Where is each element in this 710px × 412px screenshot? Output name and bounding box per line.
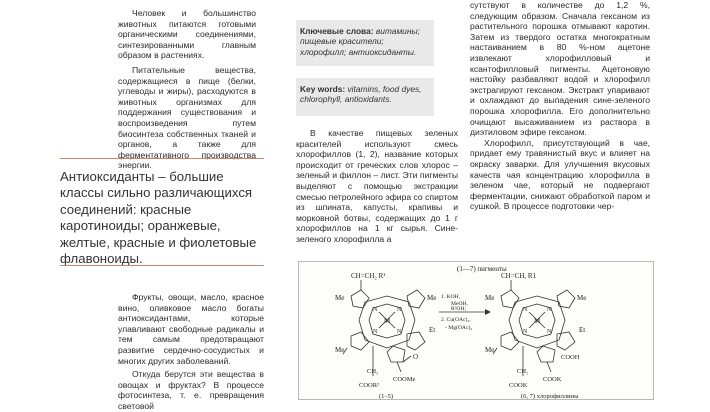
methyl-group: Me: [427, 294, 437, 302]
keywords-russian: [296, 20, 434, 66]
methylene-group: CH₂: [367, 368, 379, 375]
nitrogen-atom: N: [523, 307, 528, 313]
pyrrole-ring: [351, 290, 369, 308]
paragraph: сутствуют в количестве до 1,2 %, следующим образом. Сначала гексаном из растительного порошка отмывают каротин. Затем из твердого остатка многократным настаиванием в 80 %-ном ацетоне извлекают хлорофилловый и ксантофилловый пигменты. Ацетоновую настойку разбавляют водой и хлорофилл экстрагируют гексаном. Экстракт упаривают и охлаждают до выпадения сине-зеленого порошка хлорофилла. Его дополнительно очищают высаживанием из раствора в диэтиловом эфире гексаном.: [470, 0, 650, 138]
ethyl-group: Et: [579, 326, 586, 334]
ester-group: COOR²: [359, 382, 380, 389]
paragraph: Откуда берутся эти вещества в овощах и фруктах? В процессе фотосинтеза, т. е. превращения световой: [118, 369, 264, 411]
keywords-text: vitamins, food dyes, chlorophyll, antioxidants.: [300, 84, 422, 105]
pyrrole-ring: [501, 290, 519, 308]
methyl-group: Me: [577, 294, 587, 302]
nitrogen-atom: N: [547, 329, 552, 335]
paragraph: Питательные вещества, содержащиеся в пище (белки, углеводы и жиры), расходуются в животных организмах для поддержания существования и воспроизведения путем биосинтеза собственных тканей и органов, а также для ферментативного производства энергии.: [118, 64, 256, 171]
quote-rule-top: [60, 158, 264, 159]
vinyl-group: CH=CH, R1: [501, 272, 537, 280]
compound-label: (1–5): [379, 393, 394, 400]
nitrogen-atom: N: [373, 329, 378, 335]
keywords-text: витамины; пищевые красители; хлорофилл; антиоксиданты.: [300, 26, 420, 57]
compound-label: (6, 7) хлорофиллины: [521, 393, 579, 400]
methyl-group: Me: [335, 294, 345, 302]
paragraph: Человек и большинство животных питаются готовыми органическими соединениями, синтезированными главным образом в растениях.: [118, 8, 256, 61]
scheme-drawing: [299, 262, 654, 400]
reagent-line: MeOH,: [451, 301, 468, 307]
chlorophyll-scheme-figure: [298, 261, 654, 400]
paragraph: Фрукты, овощи, масло, красное вино, оливковое масло богаты антиоксидантами, которые улавливают свободные радикалы и тем самым предотвращают развитие сердечно-сосудистых и многих других заболеваний.: [118, 292, 264, 366]
reagent-line: - Mg(OAc)₂: [445, 325, 473, 331]
nitrogen-atom: N: [523, 329, 528, 335]
methylene-group: CH₂: [517, 368, 529, 375]
reagent-line: 1. KOH,: [441, 294, 461, 300]
methyl-group: Me: [485, 294, 495, 302]
paragraph: Хлорофилл, присутствующий в чае, придает ему травянистый вкус и влияет на окраску заварки. Для улучшения вкусовых качеств чая концентрацию хлорофилла в зеленом чае, который не подвергают ферментации, снижают обработкой паром и сушкой. В процессе подготовки чер-: [470, 137, 650, 212]
paragraph: В качестве пищевых зеленых красителей используют смесь хлорофиллов (1, 2), название которых происходит от греческих слов хлорос – зеленый и филлон – лист. Эти пигменты выделяют с помощью экстракции смесью петролейного эфира со спиртом из шпината, капусты, крапивы и морковной ботвы, содержащих до 1 г хлорофиллов на 1 кг сырья. Сине-зеленого хлорофилла а: [296, 128, 458, 244]
pull-quote: Антиоксиданты – большие классы сильно различающихся соединений: красные каротиноиды; оранжевые, желтые, красные и фиолетовые флавоноиды.: [60, 169, 257, 267]
pyrrole-ring: [351, 332, 369, 350]
salt-group: COOK: [543, 376, 562, 383]
keywords-english: [296, 78, 434, 116]
chlorophyllin-structure: [493, 280, 575, 376]
cyclopentanone-ring: [537, 346, 555, 362]
keywords-label: Key words:: [300, 84, 346, 94]
keto-oxygen: O: [413, 353, 419, 361]
column-1-bottom: [118, 292, 264, 412]
pyrrole-ring: [407, 332, 425, 350]
column-1-top: [118, 8, 256, 171]
column-2: [296, 128, 458, 245]
pyrrole-ring: [501, 332, 519, 350]
nitrogen-atom: N: [397, 307, 402, 313]
nitrogen-atom: N: [373, 307, 378, 313]
column-3: [470, 0, 650, 212]
reagent-line: 2. Cu(OAc)₂,: [441, 317, 471, 323]
quote-rule-bottom: [60, 265, 264, 266]
metal-center: M: [384, 317, 391, 325]
vinyl-group: CH=CH₂ R¹: [351, 272, 386, 280]
ethyl-group: Et: [429, 326, 436, 334]
methyl-group: Me: [485, 346, 495, 354]
reaction-arrowhead: [485, 309, 491, 315]
nitrogen-atom: N: [397, 329, 402, 335]
reagent-line: R²OH;: [451, 306, 467, 312]
acid-group: COOH: [561, 354, 580, 361]
nitrogen-atom: N: [547, 307, 552, 313]
scheme-caption: (1—7) пигменты: [457, 265, 507, 273]
pyrrole-ring: [557, 332, 575, 350]
methyl-group: Me: [335, 346, 345, 354]
chlorophyll-structure: [343, 280, 425, 376]
keywords-label: Ключевые слова:: [300, 26, 374, 36]
salt-group: COOK: [509, 382, 528, 389]
cyclopentanone-ring: [387, 346, 405, 362]
metal-center: M: [534, 317, 541, 325]
ester-group: COOMe: [393, 376, 416, 383]
